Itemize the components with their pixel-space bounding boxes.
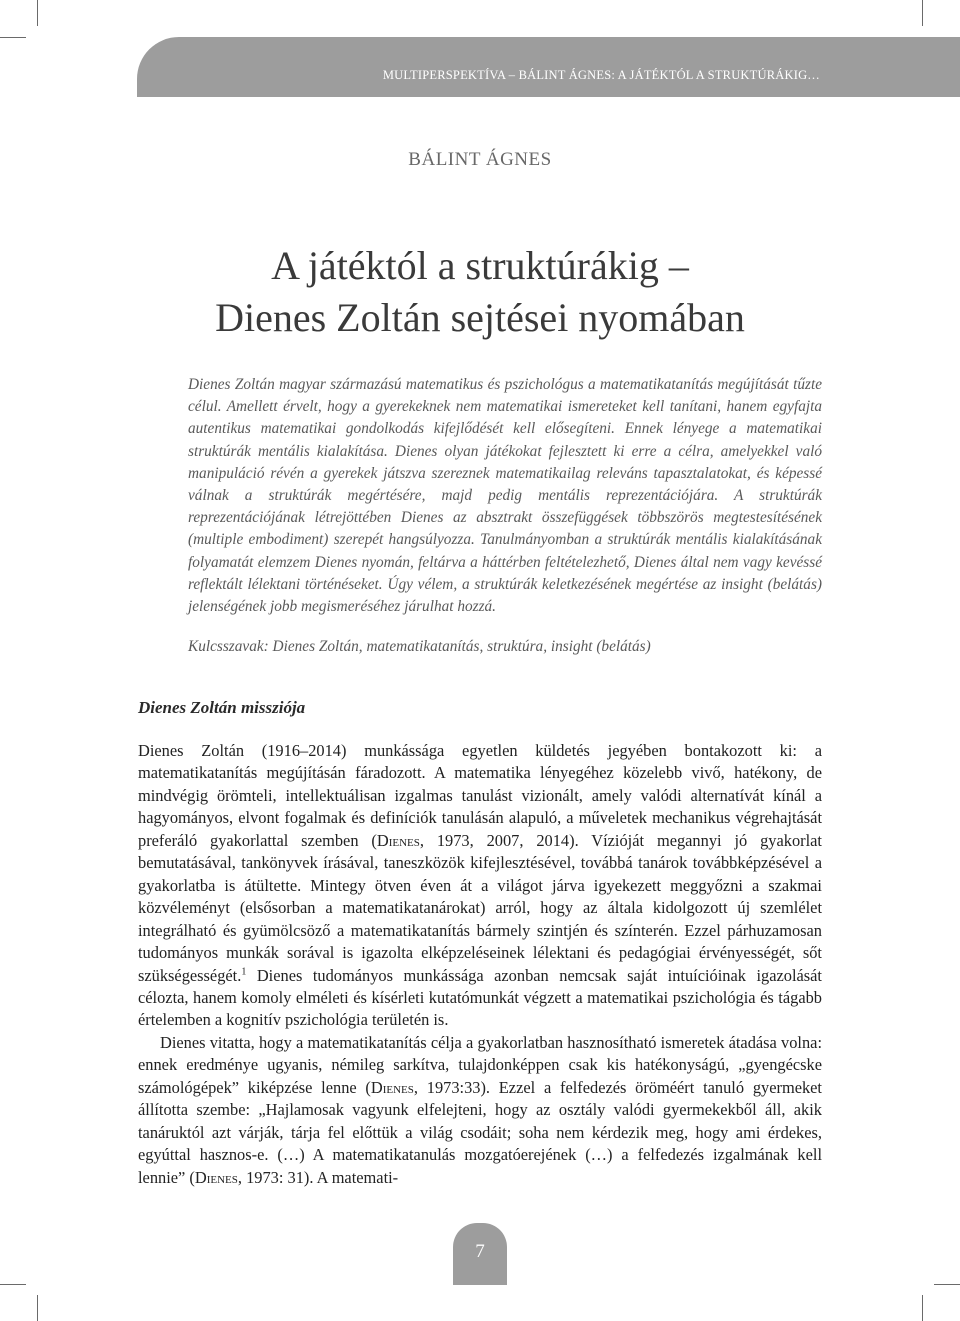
crop-mark-bottom-right-h: [934, 1284, 960, 1285]
crop-mark-bottom-right: [922, 1295, 923, 1321]
crop-mark-bottom-left: [37, 1295, 38, 1321]
keywords: Kulcsszavak: Dienes Zoltán, matematikatanítás, struktúra, insight (belátás): [188, 638, 651, 655]
crop-mark-top-left: [37, 0, 38, 26]
article-title: [0, 240, 960, 344]
page-number: 7: [475, 1241, 485, 1262]
title-line-1: A játéktól a struktúrákig –: [271, 243, 689, 288]
crop-mark-bottom-left-h: [0, 1284, 26, 1285]
title-line-2: Dienes Zoltán sejtései nyomában: [215, 295, 745, 340]
crop-mark-top-right: [922, 0, 923, 26]
footnote-marker[interactable]: 1: [241, 966, 247, 978]
crop-mark-top-left-h: [0, 37, 26, 38]
section-heading: Dienes Zoltán missziója: [138, 698, 306, 717]
body-paragraph: Dienes vitatta, hogy a matematikatanítás célja a gyakorlatban hasznosítható ismeretek átadása volna: ennek eredménye ugyanis, némileg sarkítva, tulajdonképpen csak kis hatékonyságú, „gyengécske számológépek” kiképzése lenne (Dienes, 1973:33). Ezzel a felfedezés öröméért tanuló gyermeket állította szembe: „Hajlamosak vagyunk elfelejteni, hogy az osztály valódi gyermekekből áll, akik tanáruktól azt várják, tárja fel előttük a világ csodáit; soha nem kérdezik meg, hogy ami érdekes, egyúttal hasznos-e. (…) A matematikatanulás mozgatóerejének (…) a felfedezés izgalmának kell lennie” (Dienes, 1973: 31). A matemati-: [138, 1032, 822, 1187]
running-head: MULTIPERSPEKTÍVA – BÁLINT ÁGNES: A JÁTÉKTÓL A STRUKTÚRÁKIG…: [382, 68, 820, 82]
abstract: Dienes Zoltán magyar származású matematikus és pszichológus a matematikatanítás megújítását tűzte célul. Amellett érvelt, hogy a gyerekeknek nem matematikai ismereteket kell tanítani, hanem egyfajta autentikus matematikai gondolkodás kifejlődését kell elősegíteni. Ennek lényege a matematikai struktúrák mentális kialakítása. Dienes olyan játékokat fejlesztett ki erre a célra, amelyekkel való manipuláció révén a gyerekek játszva szereznek matematikailag releváns tapasztalatokat, és képessé válnak a struktúrák megértésére, majd pedig mentális reprezentációjára. A struktúrák reprezentációjának létrejöttében Dienes az absztrakt összefüggések többszörös megtestesítésének (multiple embodiment) szerepét hangsúlyozza. Tanulmányomban a struktúrák mentális kialakításának folyamatát elemzem Dienes nyomán, feltárva a háttérben feltételezhető, Dienes által nem vagy kevéssé reflektált lélektani történéseket. Úgy vélem, a struktúrák keletkezésének megértése az insight (belátás) jelenségének jobb megismeréséhez járulhat hozzá.: [188, 376, 822, 616]
citation-author: Dienes: [376, 830, 420, 850]
author-name: BÁLINT ÁGNES: [408, 149, 552, 170]
body-paragraph: Dienes Zoltán (1916–2014) munkássága egyetlen küldetés jegyében bontakozott ki: a matematikatanítás megújításán fáradozott. A matematika lényegéhez közelebb vivő, hatékony, de mindvégig örömteli, intellektuálisan izgalmas tanulást vizionált, amely valódi alternatívát kínál a hagyományos, elvont fogalmak és definíciók tanulásán alapuló, a műveletek mechanikus végrehajtását preferáló gyakorlattal szemben (Dienes, 1973, 2007, 2014). Vízióját megannyi jó gyakorlat bemutatásával, tankönyvek írásával, taneszközök kifejlesztésével, továbbá tanárok továbbképzésével a gyakorlatba is átültette. Mintegy ötven éven át a világot járva igyekezett meggyőzni a szakmai közvéleményt (elsősorban a matematikatanárokat) arról, hogy az általa kidolgozott új szemlélet integrálható és gyümölcsöző a matematikatanítás bármely szintjén és színterén. Ezzel párhuzamosan tudományos munkák sorával is igazolta elképzeléseinek lélektani és pedagógiai érvényességét, sőt szükségességét.$^1$ Dienes tudományos munkássága azonban nemcsak saját intuícióinak igazolását célozta, hanem komoly elméleti és kísérleti kutatómunkát végzett a matematikai pszichológia és tágabb értelemben a kognitív pszichológia területén is.: [138, 741, 822, 1030]
header-band: [137, 37, 960, 97]
page-number-tab: [453, 1223, 507, 1285]
citation-author: Dienes: [194, 1167, 238, 1187]
body-text: [138, 740, 822, 1189]
citation-author: Dienes: [370, 1077, 414, 1097]
